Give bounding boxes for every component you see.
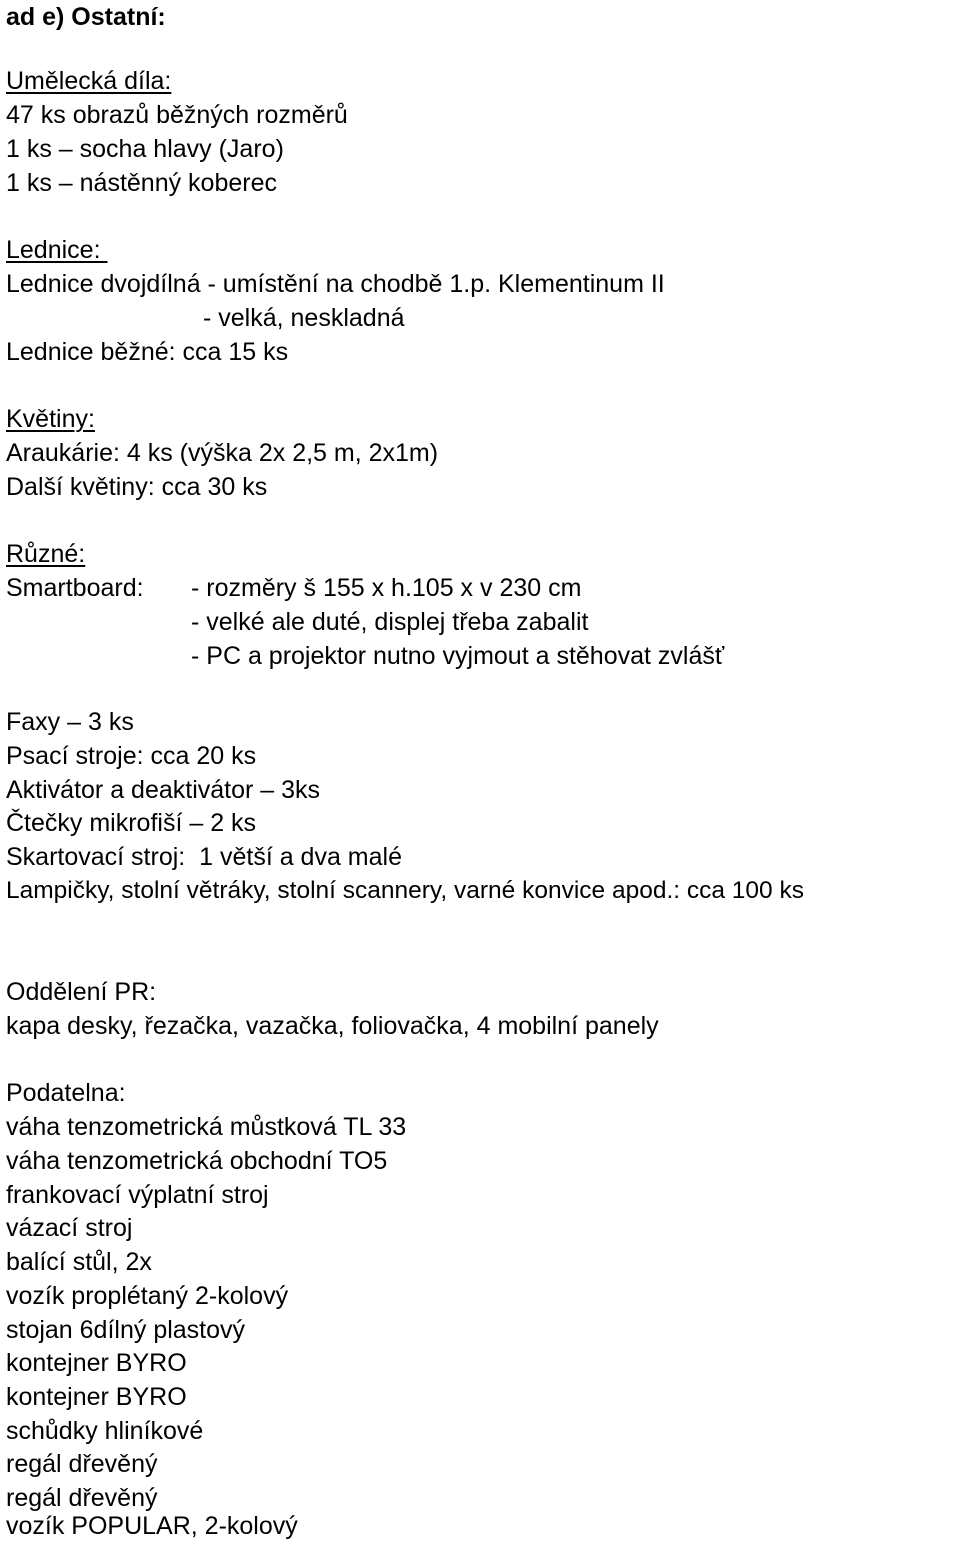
kvetiny-item: Araukárie: 4 ks (výška 2x 2,5 m, 2x1m)	[6, 439, 439, 467]
ostatni-item: Čtečky mikrofiší – 2 ks	[6, 809, 257, 837]
podatelna-item: frankovací výplatní stroj	[6, 1181, 269, 1209]
umelecka-item: 1 ks – socha hlavy (Jaro)	[6, 135, 284, 163]
section-heading: ad e) Ostatní:	[6, 3, 166, 31]
ostatni-item: Aktivátor a deaktivátor – 3ks	[6, 776, 321, 804]
umelecka-title: Umělecká díla:	[6, 67, 172, 95]
smartboard-label: Smartboard:	[6, 574, 144, 602]
podatelna-item: balící stůl, 2x	[6, 1248, 152, 1276]
lednice-title: Lednice:	[6, 236, 108, 264]
ruzne-title: Různé:	[6, 540, 86, 568]
ostatni-item: Skartovací stroj: 1 větší a dva malé	[6, 843, 402, 871]
podatelna-item: kontejner BYRO	[6, 1383, 187, 1411]
lednice-line: Lednice běžné: cca 15 ks	[6, 338, 289, 366]
podatelna-item: váha tenzometrická můstková TL 33	[6, 1113, 407, 1141]
ostatni-item: Lampičky, stolní větráky, stolní scannery, varné konvice apod.: cca 100 ks	[6, 877, 804, 904]
kvetiny-title: Květiny:	[6, 405, 95, 433]
ostatni-item: Psací stroje: cca 20 ks	[6, 742, 257, 770]
podatelna-item: vozík proplétaný 2-kolový	[6, 1282, 289, 1310]
podatelna-item: kontejner BYRO	[6, 1349, 187, 1377]
umelecka-item: 1 ks – nástěnný koberec	[6, 169, 277, 197]
kvetiny-item: Další květiny: cca 30 ks	[6, 473, 268, 501]
podatelna-item: regál dřevěný	[6, 1484, 158, 1512]
podatelna-title: Podatelna:	[6, 1079, 126, 1107]
umelecka-item: 47 ks obrazů běžných rozměrů	[6, 101, 348, 129]
podatelna-item: stojan 6dílný plastový	[6, 1316, 246, 1344]
smartboard-item: - rozměry š 155 x h.105 x v 230 cm	[191, 574, 582, 602]
pr-item: kapa desky, řezačka, vazačka, foliovačka, 4 mobilní panely	[6, 1012, 659, 1040]
podatelna-item: vázací stroj	[6, 1214, 133, 1242]
podatelna-item: regál dřevěný	[6, 1450, 158, 1478]
podatelna-item: váha tenzometrická obchodní TO5	[6, 1147, 388, 1175]
smartboard-item: - velké ale duté, displej třeba zabalit	[191, 608, 589, 636]
lednice-line: Lednice dvojdílná - umístění na chodbě 1.p. Klementinum II	[6, 270, 665, 298]
ostatni-item: Faxy – 3 ks	[6, 708, 134, 736]
pr-title: Oddělení PR:	[6, 978, 157, 1006]
lednice-line: - velká, neskladná	[203, 304, 405, 332]
podatelna-item: vozík POPULAR, 2-kolový	[6, 1512, 298, 1540]
smartboard-item: - PC a projektor nutno vyjmout a stěhovat zvlášť	[191, 642, 725, 670]
podatelna-item: schůdky hliníkové	[6, 1417, 204, 1445]
